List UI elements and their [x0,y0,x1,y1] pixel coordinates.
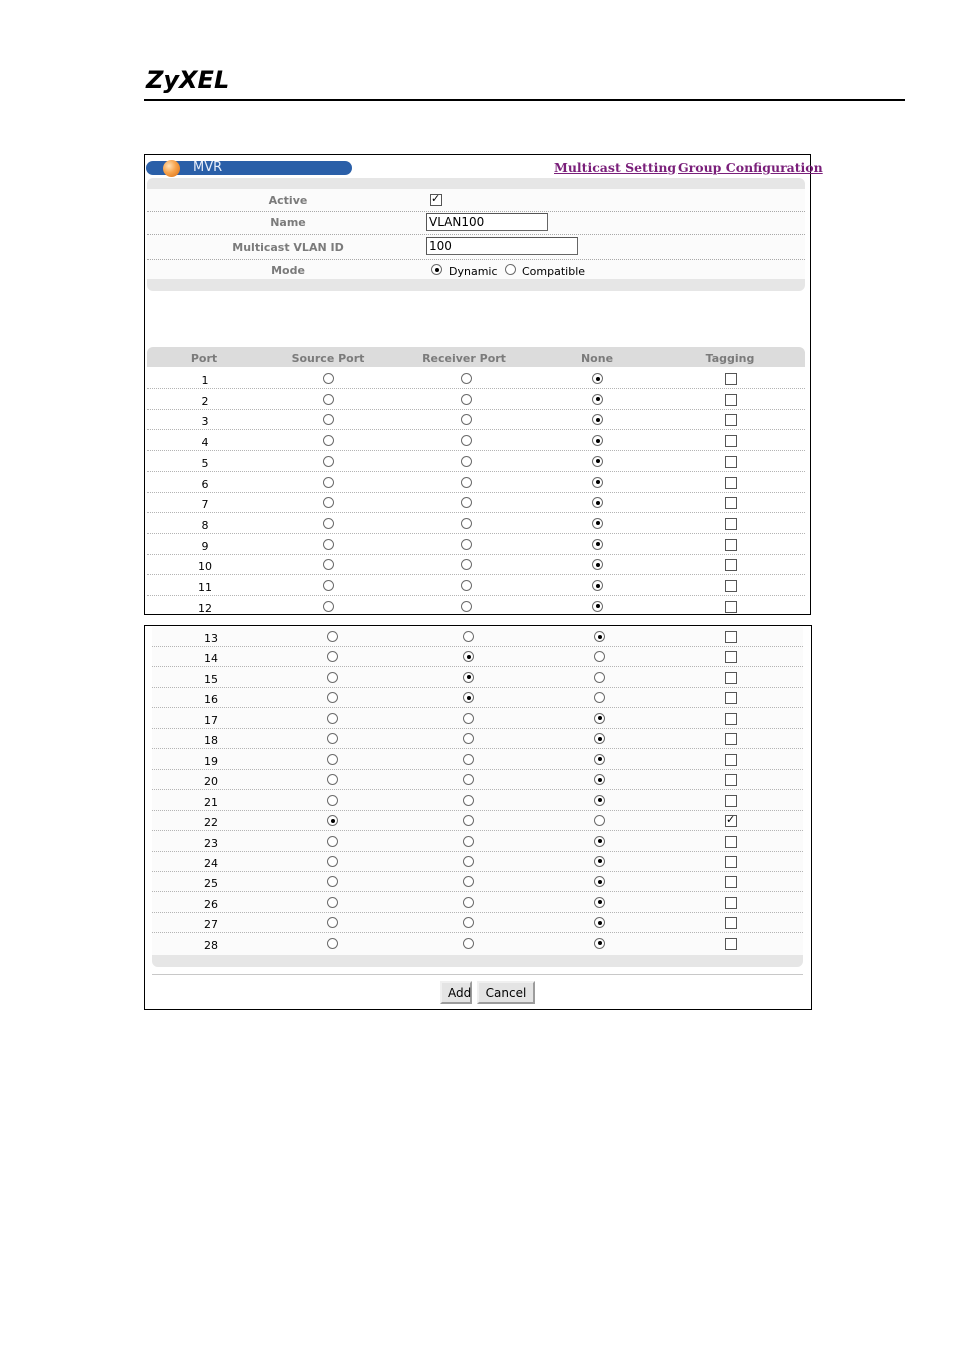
tagging-checkbox[interactable] [725,497,737,509]
active-label: Active [268,194,308,207]
divider [152,974,803,975]
col-tagging: Tagging [705,352,755,365]
multicast-vlan-id-field[interactable] [426,237,578,255]
tagging-checkbox[interactable] [725,856,737,868]
source-port-radio[interactable] [327,815,338,826]
tagging-checkbox[interactable] [725,477,737,489]
mode-compatible-label: Compatible [522,265,586,278]
port-table-continued [152,627,803,967]
tagging-checkbox[interactable] [725,733,737,745]
tagging-checkbox[interactable] [725,559,737,571]
receiver-port-radio[interactable] [461,518,472,529]
mode-dynamic-radio[interactable] [431,264,442,275]
table-row-divider [147,471,805,472]
port-number: 11 [198,581,212,594]
none-radio[interactable] [592,477,603,488]
source-port-radio[interactable] [323,456,334,467]
tagging-checkbox[interactable] [725,876,737,888]
port-number: 22 [204,816,218,830]
name-field[interactable] [426,213,548,231]
col-source-port: Source Port [291,352,365,365]
tagging-checkbox[interactable] [725,631,737,643]
source-port-radio[interactable] [323,477,334,488]
tagging-checkbox[interactable] [725,815,737,827]
group-configuration-link[interactable]: Group Configuration [678,160,823,175]
source-port-radio[interactable] [323,601,334,612]
tagging-checkbox[interactable] [725,539,737,551]
divider [147,259,805,260]
port-number: 26 [204,897,218,911]
table-row-divider [152,748,803,749]
receiver-port-radio[interactable] [463,938,474,949]
tagging-checkbox[interactable] [725,435,737,447]
table-footer [152,955,803,967]
divider [147,211,805,212]
table-row-divider [147,595,805,596]
multicast-setting-link[interactable]: Multicast Setting [554,160,677,175]
port-number: 19 [204,754,218,768]
tagging-checkbox[interactable] [725,601,737,613]
port-number: 28 [204,938,218,952]
source-port-radio[interactable] [327,836,338,847]
none-radio[interactable] [594,815,605,826]
table-row-divider [147,512,805,513]
port-number: 1 [201,374,209,387]
table-row-divider [152,707,803,708]
table-row-divider [147,409,805,410]
port-number: 20 [204,775,218,789]
table-row-divider [147,574,805,575]
orange-ball-icon [163,160,180,177]
col-port: Port [190,352,218,365]
source-port-radio[interactable] [327,672,338,683]
table-row-divider [147,450,805,451]
port-number: 6 [201,477,209,491]
port-number: 24 [204,856,218,870]
port-number: 2 [201,394,209,408]
port-number: 9 [201,539,209,553]
table-row-divider [152,769,803,770]
port-number: 3 [201,415,209,429]
port-number: 8 [201,518,209,532]
table-row-divider [152,728,803,729]
receiver-port-radio[interactable] [463,897,474,908]
port-number: 7 [201,498,209,512]
table-row-divider [152,830,803,831]
port-number: 14 [204,652,218,666]
receiver-port-radio[interactable] [463,754,474,765]
mode-compatible-radio[interactable] [505,264,516,275]
receiver-port-radio[interactable] [463,672,474,683]
divider [147,234,805,235]
table-row-divider [147,388,805,389]
tagging-checkbox[interactable] [725,373,737,385]
receiver-port-radio[interactable] [463,836,474,847]
port-number: 13 [204,632,218,645]
none-radio[interactable] [592,394,603,405]
port-number: 21 [204,795,218,809]
source-port-radio[interactable] [323,518,334,529]
tagging-checkbox[interactable] [725,580,737,592]
tagging-checkbox[interactable] [725,692,737,704]
source-port-radio[interactable] [327,856,338,867]
zyxel-logo: ZyXEL [146,66,230,94]
table-row-divider [152,687,803,688]
tagging-checkbox[interactable] [725,938,737,950]
table-row-divider [152,646,803,647]
none-radio[interactable] [592,539,603,550]
source-port-radio[interactable] [323,539,334,550]
table-row-divider [152,912,803,913]
source-port-radio[interactable] [323,394,334,405]
table-row-divider [152,810,803,811]
page-title: MVR [193,160,223,175]
table-row-divider [147,533,805,534]
table-row-divider [147,429,805,430]
port-number: 23 [204,836,218,850]
receiver-port-radio[interactable] [463,795,474,806]
port-number: 17 [204,713,218,727]
none-radio[interactable] [592,580,603,591]
receiver-port-radio[interactable] [461,394,472,405]
none-radio[interactable] [592,373,603,384]
receiver-port-radio[interactable] [461,456,472,467]
port-number: 16 [204,693,218,707]
tagging-checkbox[interactable] [725,754,737,766]
receiver-port-radio[interactable] [463,815,474,826]
name-label: Name [270,216,306,229]
none-radio[interactable] [594,938,605,949]
table-row-divider [147,492,805,493]
source-port-radio[interactable] [327,713,338,724]
none-radio[interactable] [594,713,605,724]
none-radio[interactable] [594,754,605,765]
none-radio[interactable] [594,897,605,908]
add-button[interactable]: Add [440,981,472,1004]
source-port-radio[interactable] [327,754,338,765]
table-row-divider [152,851,803,852]
mode-dynamic-label: Dynamic [449,265,498,278]
tagging-checkbox[interactable] [725,456,737,468]
source-port-radio[interactable] [327,938,338,949]
none-radio[interactable] [594,631,605,642]
source-port-radio[interactable] [327,795,338,806]
active-checkbox[interactable] [430,194,442,206]
tagging-checkbox[interactable] [725,795,737,807]
none-radio[interactable] [594,836,605,847]
tagging-checkbox[interactable] [725,774,737,786]
none-radio[interactable] [594,672,605,683]
receiver-port-radio[interactable] [461,477,472,488]
cancel-button[interactable]: Cancel [477,981,535,1004]
none-radio[interactable] [594,856,605,867]
receiver-port-radio[interactable] [461,373,472,384]
vlan-id-label: Multicast VLAN ID [232,241,344,254]
mode-label: Mode [271,264,305,277]
table-row-divider [152,871,803,872]
source-port-radio[interactable] [327,897,338,908]
tagging-checkbox[interactable] [725,836,737,848]
table-row-divider [147,554,805,555]
tagging-checkbox[interactable] [725,518,737,530]
none-radio[interactable] [592,601,603,612]
table-row-divider [152,932,803,933]
tagging-checkbox[interactable] [725,917,737,929]
table-row-divider [152,789,803,790]
receiver-port-radio[interactable] [461,601,472,612]
source-port-radio[interactable] [327,631,338,642]
port-number: 27 [204,918,218,932]
none-radio[interactable] [594,795,605,806]
port-number: 15 [204,672,218,686]
tagging-checkbox[interactable] [725,651,737,663]
header-rule [144,99,905,101]
table-row-divider [152,666,803,667]
port-number: 12 [198,601,212,615]
port-number: 5 [201,456,209,470]
receiver-port-radio[interactable] [461,580,472,591]
port-number: 10 [198,560,212,574]
source-port-radio[interactable] [323,373,334,384]
port-number: 18 [204,734,218,748]
port-number: 25 [204,877,218,891]
col-none: None [580,352,614,365]
table-row-divider [152,891,803,892]
tagging-checkbox[interactable] [725,713,737,725]
receiver-port-radio[interactable] [463,856,474,867]
tagging-checkbox[interactable] [725,897,737,909]
receiver-port-radio[interactable] [463,631,474,642]
port-number: 4 [201,436,209,450]
none-radio[interactable] [592,518,603,529]
col-receiver-port: Receiver Port [422,352,506,365]
tagging-checkbox[interactable] [725,394,737,406]
tagging-checkbox[interactable] [725,672,737,684]
receiver-port-radio[interactable] [463,713,474,724]
receiver-port-radio[interactable] [461,539,472,550]
source-port-radio[interactable] [323,580,334,591]
tagging-checkbox[interactable] [725,414,737,426]
none-radio[interactable] [592,456,603,467]
